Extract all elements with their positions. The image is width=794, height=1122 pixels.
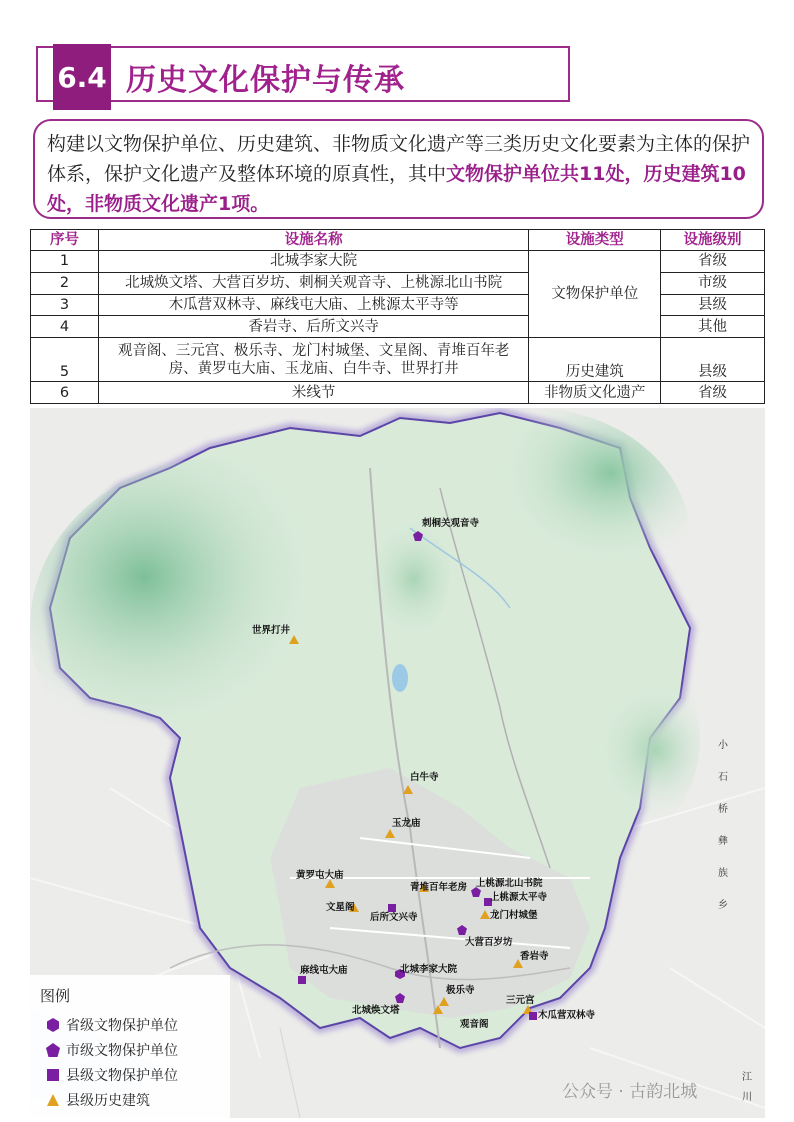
cell-level: 其他 [661, 316, 765, 338]
table-row [31, 382, 765, 404]
site-label: 极乐寺 [446, 985, 475, 996]
table-header-row [31, 230, 765, 251]
legend-item [40, 1012, 230, 1037]
legend-label: 省级文物保护单位 [66, 1017, 178, 1034]
legend-label: 县级文物保护单位 [66, 1067, 178, 1084]
site-label: 三元宫 [506, 995, 535, 1006]
intro-text-box [33, 119, 764, 219]
legend-item [40, 1087, 230, 1112]
cell-no: 2 [31, 272, 99, 294]
legend-item [40, 1062, 230, 1087]
cell-name: 香岩寺、后所文兴寺 [98, 316, 528, 338]
cell-name: 木瓜营双林寺、麻线屯大庙、上桃源太平寺等 [98, 294, 528, 316]
col-header-level: 设施级别 [661, 230, 765, 251]
cell-level: 县级 [661, 294, 765, 316]
col-header-name: 设施名称 [98, 230, 528, 251]
site-label: 大营百岁坊 [465, 937, 513, 948]
site-label: 白牛寺 [410, 772, 439, 783]
site-label: 世界打井 [252, 625, 291, 636]
cell-name: 北城李家大院 [98, 250, 528, 272]
cell-name: 米线节 [98, 382, 528, 404]
site-label: 青堆百年老房 [410, 882, 468, 893]
cell-level: 省级 [661, 382, 765, 404]
site-label: 木瓜营双林寺 [538, 1010, 596, 1021]
cell-level: 省级 [661, 250, 765, 272]
edge-char: 乡 [718, 900, 728, 911]
legend-label: 县级历史建筑 [66, 1092, 150, 1109]
square-icon [529, 1012, 537, 1020]
intro-highlight: 文物保护单位共11处，历史建筑10处，非物质文化遗产1项。 [47, 163, 746, 215]
edge-char: 小 [718, 740, 728, 751]
square-icon [40, 1068, 66, 1082]
site-label: 龙门村城堡 [490, 910, 538, 921]
cell-no: 6 [31, 382, 99, 404]
col-header-no: 序号 [31, 230, 99, 251]
site-label: 北城焕文塔 [352, 1005, 400, 1016]
site-label: 黄罗屯大庙 [296, 870, 344, 881]
edge-char: 族 [718, 868, 728, 879]
site-label: 刺桐关观音寺 [422, 518, 480, 529]
site-label: 北城李家大院 [400, 964, 458, 975]
site-label: 香岩寺 [520, 951, 549, 962]
watermark: 公众号 · 古韵北城 [562, 1082, 698, 1102]
cell-no: 3 [31, 294, 99, 316]
site-label: 上桃源太平寺 [490, 892, 548, 903]
site-label: 上桃源北山书院 [476, 878, 543, 889]
cell-name: 北城焕文塔、大营百岁坊、刺桐关观音寺、上桃源北山书院 [98, 272, 528, 294]
facility-table [30, 229, 765, 404]
site-label: 观音阁 [460, 1019, 489, 1030]
cell-no: 5 [31, 338, 99, 382]
site-label: 文星阁 [326, 902, 355, 913]
cell-type-merged: 文物保护单位 [529, 250, 661, 338]
section-number-badge: 6.4 [53, 44, 111, 110]
square-icon [298, 976, 306, 984]
cell-level: 市级 [661, 272, 765, 294]
section-title: 历史文化保护与传承 [126, 63, 405, 98]
edge-char: 桥 [718, 804, 728, 815]
triangle-icon [40, 1093, 66, 1107]
hexagon-icon [40, 1018, 66, 1032]
cell-no: 4 [31, 316, 99, 338]
site-label: 玉龙庙 [392, 818, 421, 829]
square-icon [388, 904, 396, 912]
legend-title: 图例 [40, 987, 71, 1005]
cell-name: 观音阁、三元宫、极乐寺、龙门村城堡、文星阁、青堆百年老房、黄罗屯大庙、玉龙庙、白牛寺、世界打井 [98, 338, 528, 382]
pentagon-icon [40, 1043, 66, 1057]
edge-char: 川 [742, 1092, 752, 1103]
cell-no: 1 [31, 250, 99, 272]
col-header-type: 设施类型 [529, 230, 661, 251]
site-label: 后所文兴寺 [370, 912, 418, 923]
map-legend [30, 975, 230, 1118]
edge-char: 彝 [718, 836, 728, 847]
cell-type: 历史建筑 [529, 338, 661, 382]
edge-char: 江 [742, 1072, 752, 1083]
cell-type: 非物质文化遗产 [529, 382, 661, 404]
site-label: 麻线屯大庙 [300, 965, 348, 976]
cell-level: 县级 [661, 338, 765, 382]
table-row [31, 338, 765, 382]
edge-char: 石 [718, 772, 728, 783]
legend-label: 市级文物保护单位 [66, 1042, 178, 1059]
intro-text: 构建以文物保护单位、历史建筑、非物质文化遗产等三类历史文化要素为主体的保护体系，保护文化遗产及整体环境的原真性，其中 [47, 133, 751, 185]
legend-item [40, 1037, 230, 1062]
table-row [31, 250, 765, 272]
